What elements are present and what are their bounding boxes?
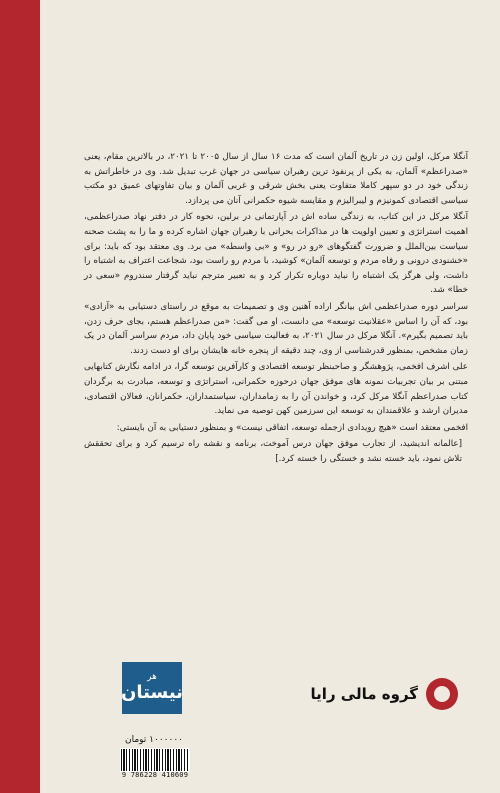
quote-text: [عالمانه اندیشید، از تجارب موفق جهان درس آموخت، برنامه و نقشه راه ترسیم کرد و برای تحققش تلاش نمود، باید خسته نشد و خستگی را خسته کرد.] <box>84 439 462 464</box>
logo-small-text: هر <box>147 672 157 682</box>
isbn-number: 9 786228 410609 <box>121 771 189 779</box>
logo-big-text: نیستان <box>121 682 183 703</box>
paragraph-3: سراسر دوره صدراعظمی اش بیانگر اراده آهنین وی و تصمیمات به موقع در راستای دستیابی به «آزادی» بود، که آن را اساس «عقلانیت توسعه» می دانست، او می گفت: «من صدراعظم هستم، بجای حرف زدن، باید تصمیم بگیرم». آنگلا مرکل در سال ۲۰۲۱، به فعالیت سیاسی خود پایان داد، مردم سراسر آلمان در یک زمان مشخص، بمنظور قدرشناسی از وی، چند دقیقه از پنجره خانه هایشان برای او دست زدند. <box>84 301 468 356</box>
publisher-name: گروه مالی رایا <box>310 685 418 703</box>
back-cover-text <box>84 150 468 468</box>
barcode-icon <box>120 748 190 772</box>
bookstore-logo <box>122 662 182 714</box>
publisher-logo <box>278 676 458 712</box>
cover-footer <box>0 650 500 793</box>
price-label: ۱۰۰۰۰۰۰ تومان <box>124 735 184 745</box>
paragraph-5: افخمی معتقد است «هیچ رویدادی ازجمله توسعه، اتفاقی نیست» و بمنظور دستیابی به آن بایستی: <box>116 422 468 433</box>
paragraph-2: آنگلا مرکل در این کتاب، به زندگی ساده اش در آپارتمانی در برلین، نحوه کار در دفتر نهاد صدراعظمی، اهمیت استراتژی و تعیین اولویت ها در مذاکرات بحرانی با رهبران جهان اشاره کرده و ما را به پشت صحنه سیاست بین‌الملل و ضرورت گفتگوهای «رو در رو» و «بی واسطه» می برد. وی معتقد بود که باید: برای «خشنودی درونی و رفاه مردم و توسعه آلمان» کوشید، با مردم رو راست بود، شجاعت اعتراف به اشتباه را داشت، ولی هرگز یک اشتباه را نباید دوباره تکرار کرد و به تعبیر مترجم نباید گرفتار سندروم «سعی در خطا» شد. <box>84 212 468 296</box>
publisher-mark-icon <box>426 678 458 710</box>
paragraph-1: آنگلا مرکل، اولین زن در تاریخ آلمان است که مدت ۱۶ سال از سال ۲۰۰۵ تا ۲۰۲۱، در بالاترین مقام، یعنی «صدراعظم» آلمان، به یکی از پرنفوذ ترین رهبران سیاسی در جهان غرب تبدیل شد. وی در خاطراتش به زندگی خود در دو سپهر کاملا متفاوت یعنی بخش شرقی و غربی آلمان و بیان تفاوتهای عمیق دو مکتب سیاسی اقتصادی کمونیزم و لیبرالیزم و مقایسه شیوه حکمرانی آنان می پردازد. <box>84 152 468 206</box>
paragraph-4: علی اشرف افخمی، پژوهشگر و صاحبنظر توسعه اقتصادی و کارآفرین توسعه گرا، در ادامه نگارش کتابهایی مبتنی بر بیان تجربیات نمونه های موفق جهان درحوزه حکمرانی، استراتژی و توسعه، مبادرت به برگردان کتاب صدراعظم آنگلا مرکل کرد، و خواندن آن را به زمامداران، سیاستمداران، حکمرانان، فعالان اقتصادی، مدیران ارشد و علاقمندان به توسعه این سرزمین کهن توصیه می نماید. <box>84 362 468 417</box>
